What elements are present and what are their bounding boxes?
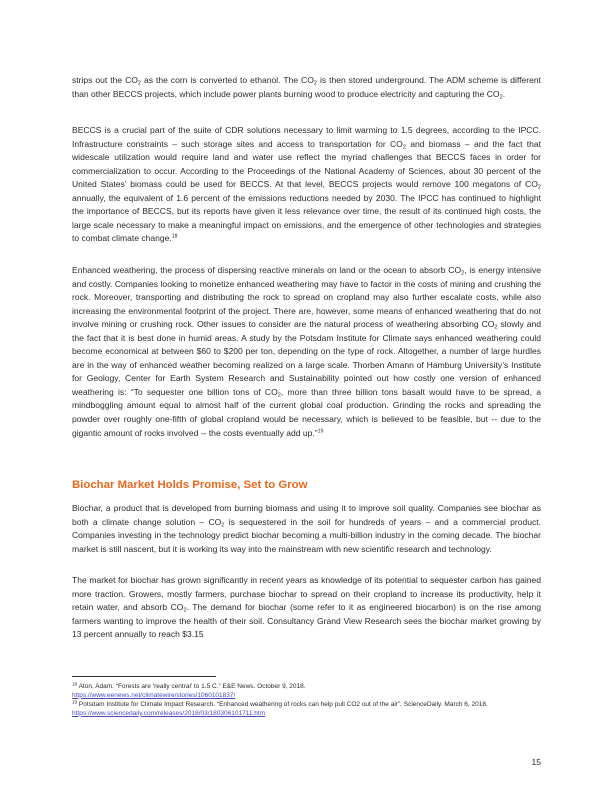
text-run: and biomass – and the fact that widescale utilization would require land and water use reflect the myriad challenges that BECCS faces in order for commercialization to occur. According to the Proceedings of the National Academy of Sciences, about 30 percent of the United States’ biomass could be used for BECCS. At that level, BECCS projects would remove 100 megatons of CO [72, 138, 542, 190]
text-run: is sequestered in the soil for hundreds of years – and a commercial product. Companies investing in the technology predict biochar becoming a multi-billion industry in the coming decade. The biochar market is still nascent, but it is working its way into the mainstream with new scientific research and technology. [72, 516, 541, 554]
footnote-19 [72, 701, 532, 718]
text-run: BECCS is a crucial part of the suite of CDR solutions necessary to limit warming to 1.5 degrees, according to the IPCC. Infrastructure constraints – such storage sites and access to transportation for CO [72, 125, 541, 149]
footnote-text: Potsdam Institute for Climate Impact Research. “Enhanced weathering of rocks can help pull CO2 out of the air”. ScienceDaily. March 6, 2018. [77, 701, 488, 709]
text-run: , is energy intensive and costly. Companies looking to monetize enhanced weathering may have to factor in the costs of mining and crushing the rock. Moreover, transporting and distributing the rock to spread on cropland may also further escalate costs, while also increasing the environmental footprint of the project. There are, however, some means of enhanced weathering that do not involve mining or crushing rock. Other issues to consider are the natural process of weathering absorbing CO [72, 265, 541, 330]
page-number: 15 [531, 757, 541, 767]
text-run: Enhanced weathering, the process of dispersing reactive minerals on land or the ocean to absorb CO [72, 265, 462, 275]
footnote-number: 19 [72, 699, 78, 705]
text-run: annually, the equivalent of 1.6 percent of the emissions reductions needed by 2030. The IPCC has continued to highlight the importance of BECCS, but its reports have given it less relevance over time, the result of its continued high costs, the large scale necessary to make a meaningful impact on emissions, and the emergence of other technologies and strategies to combat climate change. [72, 192, 541, 244]
subscript: 2 [313, 80, 317, 87]
subscript: 2 [183, 607, 187, 614]
text-run: . The demand for biochar (some refer to it as engineered biocarbon) is on the rise among farmers wanting to improve the health of their soil. Consultancy Grand View Research sees the biochar market growing by 13 percent annually to reach $3.15 [72, 602, 541, 640]
subscript: 2 [402, 144, 406, 151]
subscript: 2 [221, 522, 225, 529]
subscript: 2 [537, 184, 541, 191]
text-run: strips out the CO [72, 75, 138, 85]
text-run: Biochar, a product that is developed from burning biomass and using it to improve soil quality. Companies see biochar as both a climate change solution – CO [72, 503, 541, 527]
text-run: slowly and the fact that it is best done in humid areas. A study by the Potsdam Institute for Climate says enhanced weathering could become economical at between $60 to $200 per ton, depending on the type of rock. Altogether, a number of large hurdles are in the way of enhanced weather becoming realized on a large scale. Thorben Amann of Hamburg University’s Institute for Geology, Center for Earth System Research and Sustainability pointed out how costly one version of enhanced weathering is: “To sequester one billion tons of CO [72, 319, 541, 397]
footnote-text: Aton, Adam. “Forests are ‘really central’ to 1.5 C.” E&E News. October 9, 2018. [77, 683, 306, 690]
subscript: 2 [461, 270, 465, 277]
section-heading: Biochar Market Holds Promise, Set to Grow [72, 479, 308, 491]
footnote-number: 18 [72, 681, 78, 687]
subscript: 2 [494, 324, 498, 331]
paragraph-enhanced-weathering [72, 264, 541, 440]
text-run: is then stored underground. The ADM scheme is different than other BECCS projects, which include power plants burning wood to produce electricity and capturing the CO [72, 75, 541, 99]
text-run: The market for biochar has grown significantly in recent years as knowledge of its potential to sequester carbon has gained more traction. Growers, mostly farmers, purchase biochar to spread on their cropland to increase its productivity, help it retain water, and absorb CO [72, 575, 541, 613]
footnote-ref-19[interactable]: 19 [317, 427, 324, 434]
footnote-link[interactable]: https://www.eenews.net/climatewire/stories/1060101837/ [72, 691, 236, 699]
footnotes [72, 683, 532, 719]
paragraph-adm-scheme [72, 74, 541, 101]
subscript: 2 [499, 94, 503, 101]
paragraph-beccs [72, 124, 541, 246]
text-run: . [502, 88, 506, 99]
footnote-link[interactable]: https://www.sciencedaily.com/releases/2018/03/180306101711.htm [72, 709, 266, 717]
subscript: 2 [137, 80, 142, 87]
text-run: , more than three billion tons basalt would have to be spread, a mindboggling amount equal to almost half of the current global coal production. Grinding the rocks and spreading the powder over roughly one-fifth of global cropland would be necessary, which is believed to be feasible, but -- due to the gigantic amount of rocks involved -- the costs eventually add up.” [72, 386, 542, 438]
paragraph-biochar-intro [72, 502, 541, 556]
text-run: as the corn is converted to ethanol. The CO [141, 75, 314, 85]
subscript: 2 [277, 392, 281, 399]
footnote-ref-18[interactable]: 18 [171, 233, 178, 240]
footnote-divider [72, 676, 216, 677]
paragraph-biochar-market [72, 574, 541, 642]
footnote-18 [72, 683, 532, 700]
